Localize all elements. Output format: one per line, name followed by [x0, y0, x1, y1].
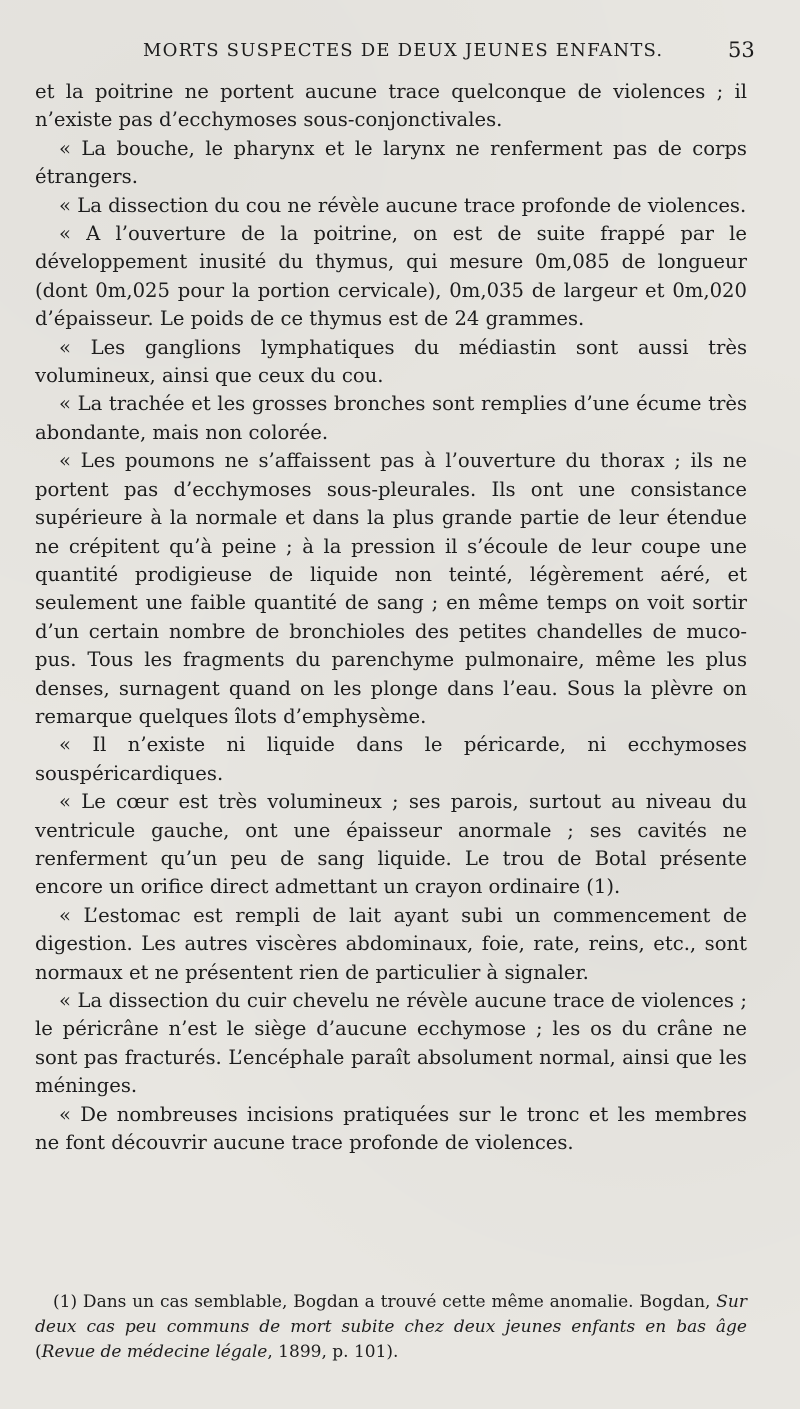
paragraph: « La bouche, le pharynx et le larynx ne renferment pas de corps étrangers. [35, 136, 747, 189]
footnote-source-open: ( [35, 1342, 42, 1362]
paragraph: « Les ganglions lymphatiques du médiastin sont aussi très volumineux, ainsi que ceux du cou. [35, 335, 747, 388]
running-title: MORTS SUSPECTES DE DEUX JEUNES ENFANTS. [143, 40, 664, 61]
paragraph: « La dissection du cuir chevelu ne révèle aucune trace de violences ; le péricrâne n’est le siège d’aucune ecchymose ; les os du crâne ne sont pas fracturés. L’encéphale paraît absolument normal, ainsi que les méninges. [35, 989, 747, 1098]
footnote-source-close: , 1899, p. 101). [267, 1342, 399, 1362]
paragraph: « Il n’existe ni liquide dans le péricarde, ni ecchymoses souspéricardiques. [35, 733, 747, 785]
footnote-author: Bogdan, [639, 1292, 711, 1312]
footnote-title: Sur deux cas peu communs de mort subite chez deux jeunes enfants en bas âge [35, 1292, 748, 1337]
page-header [0, 36, 800, 66]
paragraph: « Les poumons ne s’affaissent pas à l’ouverture du thorax ; ils ne portent pas d’ecchymoses sous-pleurales. Ils ont une consistance supérieure à la normale et dans la plus grande partie de leur étendue ne crépitent qu’à peine ; à la pression il s’écoule de leur coupe une quantité prodigieuse de liquide non teinté, légèrement aéré, et seulement une faible quantité de sang ; en même temps on voit sortir d’un certain nombre de bronchioles des petites chandelles de muco-pus. Tous les fragments du parenchyme pulmonaire, même les plus denses, surnagent quand on les plonge dans l’eau. Sous la plèvre on remarque quelques îlots d’emphysème. [35, 449, 747, 728]
body-text [35, 78, 747, 1157]
footnote-line: (1) Dans un cas semblable, Bogdan a trouvé cette même anomalie. [53, 1292, 634, 1312]
footnote-journal: Revue de médecine légale [41, 1342, 268, 1362]
footnote [35, 1290, 747, 1365]
paragraph: « De nombreuses incisions pratiquées sur le tronc et les membres ne font découvrir aucune trace profonde de violences. [35, 1102, 747, 1155]
paragraph: « La trachée et les grosses bronches sont remplies d’une écume très abondante, mais non colorée. [35, 392, 747, 444]
footnote-text [35, 1290, 747, 1365]
paragraph: « La dissection du cou ne révèle aucune trace profonde de violences. [59, 193, 747, 217]
page-number: 53 [728, 38, 755, 62]
paragraph: « A l’ouverture de la poitrine, on est de suite frappé par le développement inusité du thymus, qui mesure 0m,085 de longueur (dont 0m,025 pour la portion cervicale), 0m,035 de largeur et 0m,020 d’épaisseur. Le poids de ce thymus est de 24 grammes. [35, 222, 747, 331]
paragraph: « Le cœur est très volumineux ; ses parois, surtout au niveau du ventricule gauche, ont une épaisseur anormale ; ses cavités ne renferment qu’un peu de sang liquide. Le trou de Botal présente encore un orifice direct admettant un crayon ordinaire (1). [35, 790, 747, 899]
paragraph: « L’estomac est rempli de lait ayant subi un commencement de digestion. Les autres viscères abdominaux, foie, rate, reins, etc., sont normaux et ne présentent rien de particulier à signaler. [35, 903, 747, 984]
paragraph: et la poitrine ne portent aucune trace quelconque de violences ; il n’existe pas d’ecchymoses sous-conjonctivales. [35, 80, 747, 132]
